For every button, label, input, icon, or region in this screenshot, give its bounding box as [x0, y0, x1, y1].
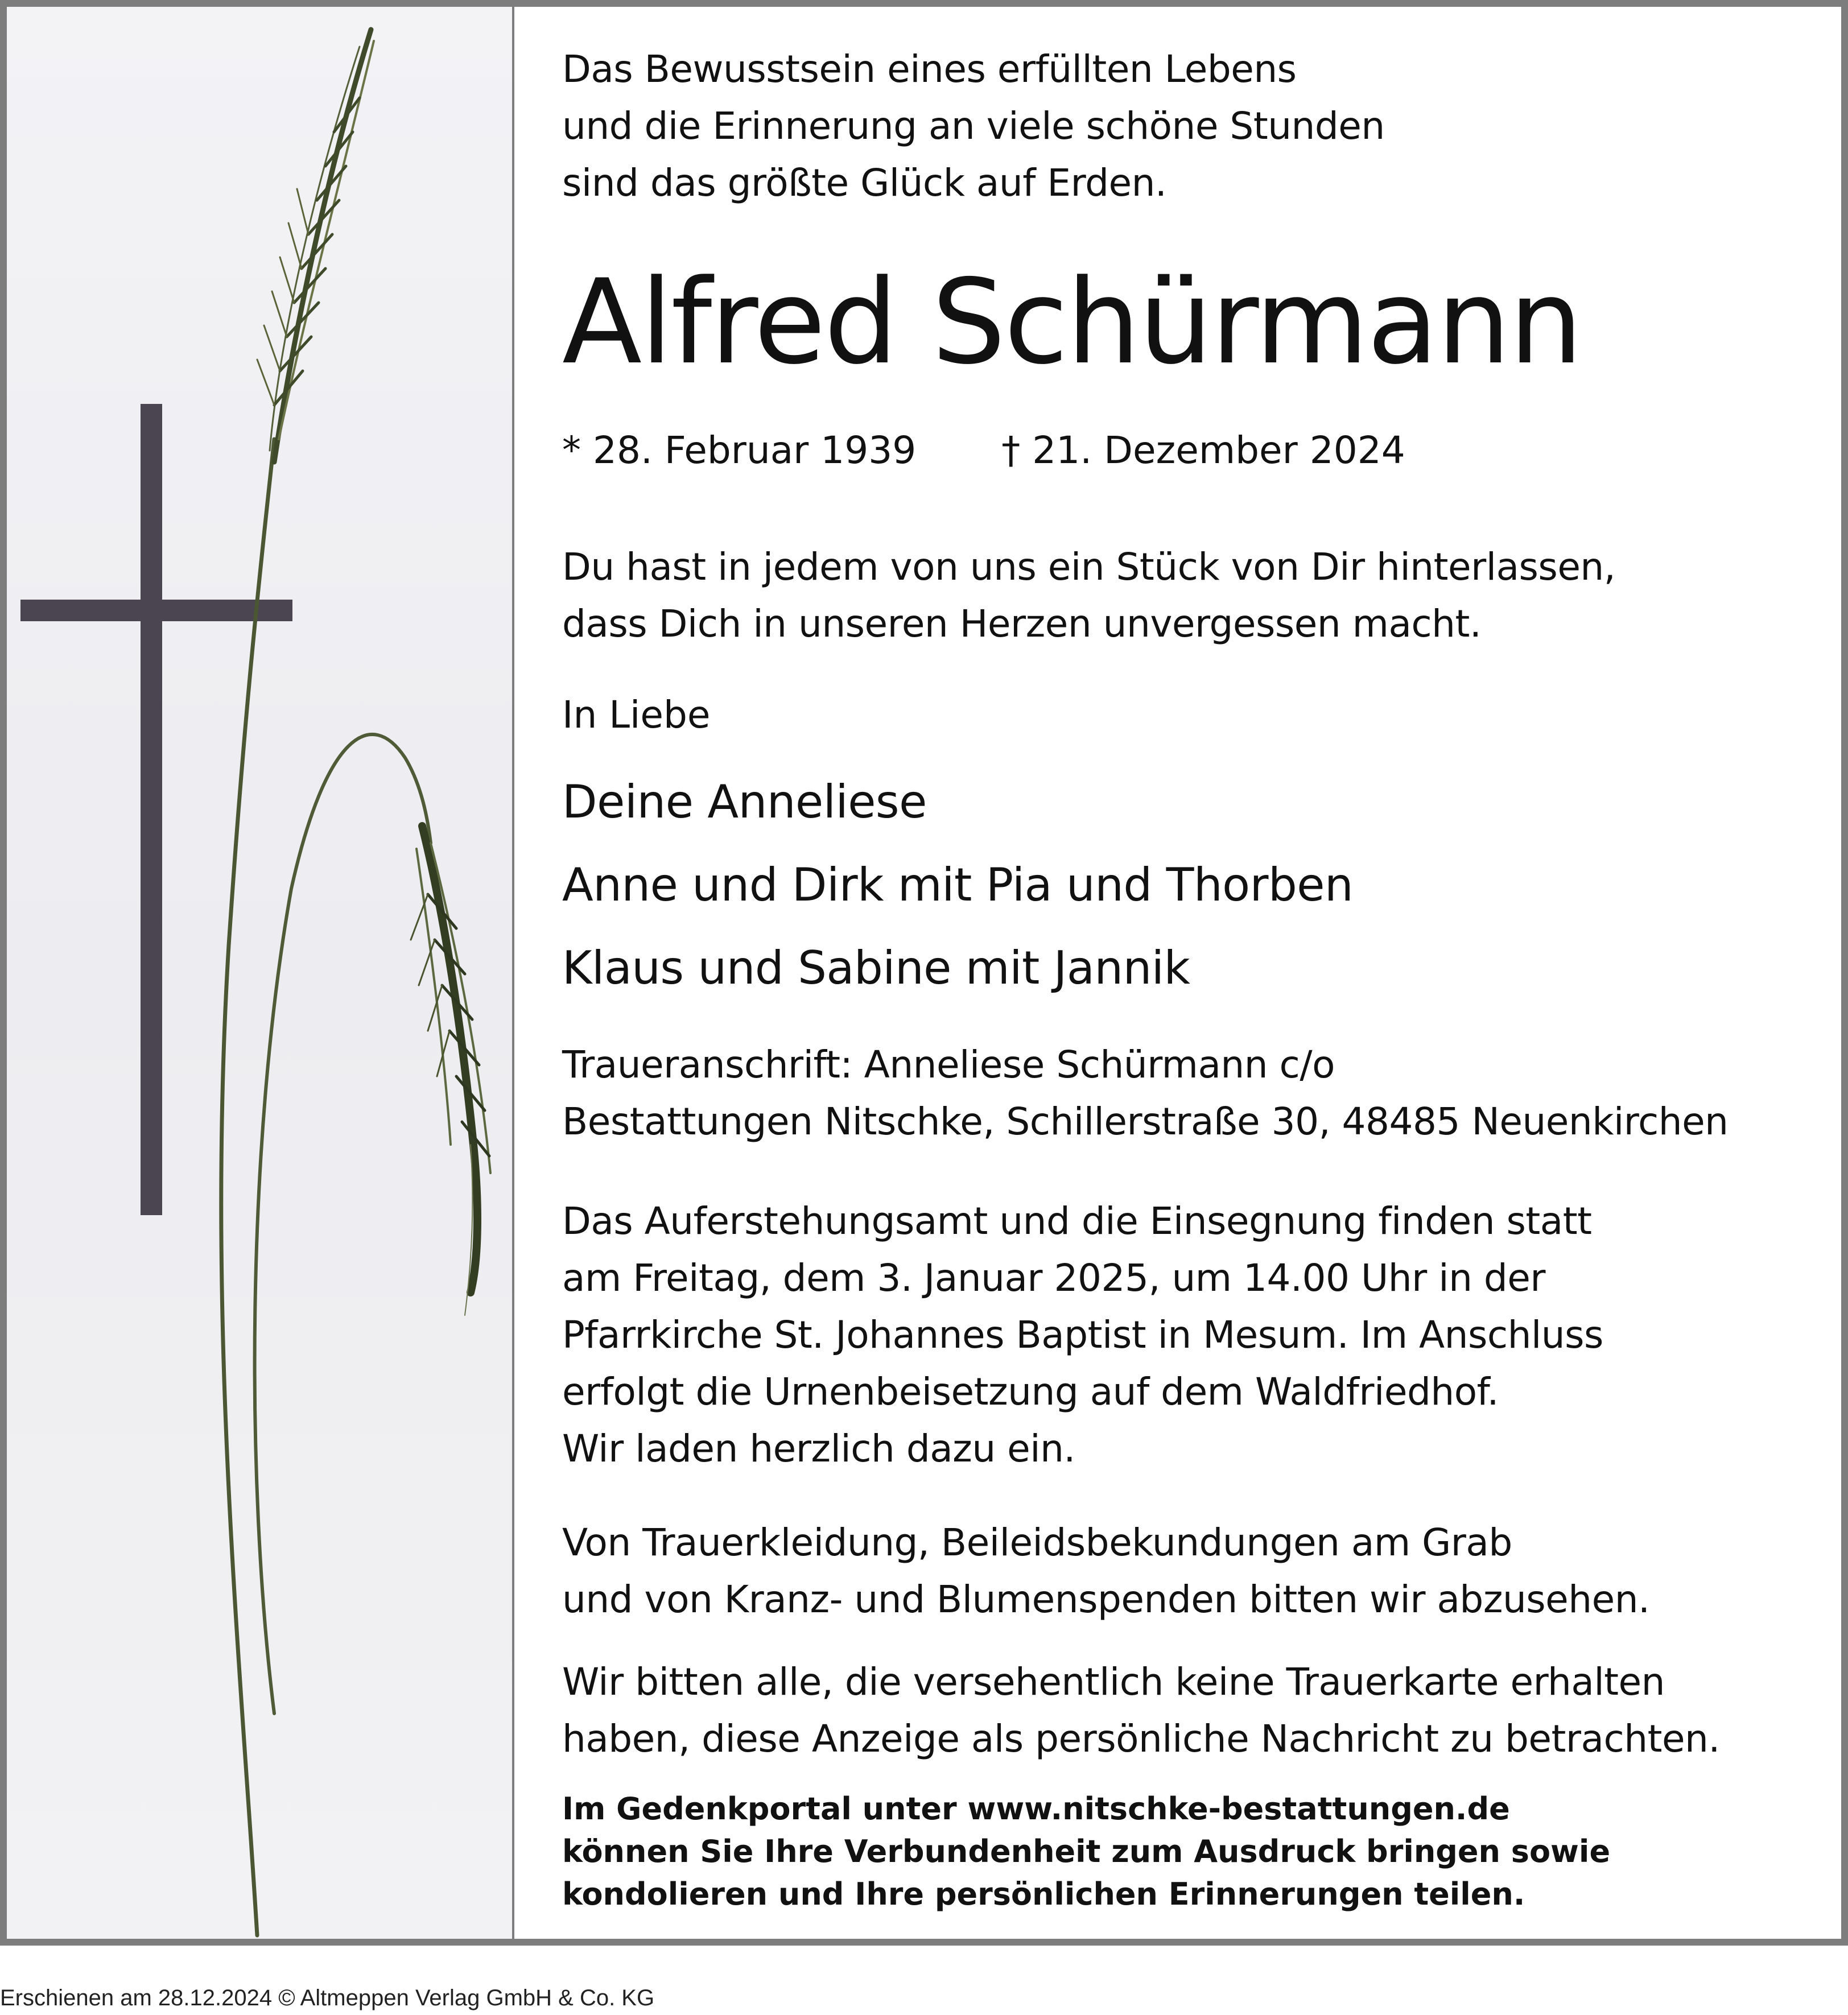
service-line: Pfarrkirche St. Johannes Baptist in Mesum. Im Anschluss	[562, 1313, 1603, 1357]
address-line: Traueranschrift: Anneliese Schürmann c/o	[562, 1043, 1335, 1087]
portal-line: kondolieren und Ihre persönlichen Erinnerungen teilen.	[562, 1876, 1525, 1912]
portal-line: Im Gedenkportal unter www.nitschke-bestattungen.de	[562, 1791, 1510, 1827]
card-line: haben, diese Anzeige als persönliche Nachricht zu betrachten.	[562, 1717, 1720, 1761]
mourner-line: Deine Anneliese	[562, 775, 927, 828]
no-flowers-request	[562, 1514, 1650, 1628]
mourning-address	[562, 1037, 1729, 1150]
quote-line: und die Erinnerung an viele schöne Stunden	[562, 104, 1385, 148]
address-line: Bestattungen Nitschke, Schillerstraße 30, 48485 Neuenkirchen	[562, 1100, 1729, 1143]
cross-icon	[20, 404, 292, 1215]
cross-and-wheat-illustration	[7, 7, 512, 1939]
request-line: Von Trauerkleidung, Beileidsbekundungen am Grab	[562, 1521, 1512, 1564]
request-line: und von Kranz- und Blumenspenden bitten wir abzusehen.	[562, 1578, 1650, 1621]
memorial-verse	[562, 539, 1615, 653]
life-dates	[562, 422, 1405, 479]
in-love-label: In Liebe	[562, 693, 711, 737]
mourner-line: Klaus und Sabine mit Jannik	[562, 942, 1190, 994]
death-date: † 21. Dezember 2024	[1001, 428, 1405, 472]
decorative-image	[7, 7, 512, 1939]
mourner-line: Anne und Dirk mit Pia und Thorben	[562, 858, 1354, 911]
publication-footer: Erschienen am 28.12.2024 © Altmeppen Verlag GmbH & Co. KG	[0, 1985, 655, 2010]
quote-line: Das Bewusstsein eines erfüllten Lebens	[562, 47, 1297, 91]
wheat-stalk-icon	[221, 30, 490, 1935]
service-details	[562, 1193, 1603, 1477]
card-line: Wir bitten alle, die versehentlich keine Trauerkarte erhalten	[562, 1660, 1665, 1704]
service-line: erfolgt die Urnenbeisetzung auf dem Waldfriedhof.	[562, 1370, 1499, 1414]
portal-line: können Sie Ihre Verbundenheit zum Ausdruck bringen sowie	[562, 1834, 1611, 1869]
service-line: Das Auferstehungsamt und die Einsegnung finden statt	[562, 1199, 1592, 1243]
opening-quote	[562, 41, 1385, 212]
birth-date: * 28. Februar 1939	[562, 428, 917, 472]
card-notice	[562, 1654, 1720, 1768]
memorial-portal-notice	[562, 1787, 1610, 1915]
mourners-list	[562, 761, 1353, 1010]
verse-line: dass Dich in unseren Herzen unvergessen macht.	[562, 602, 1482, 646]
verse-line: Du hast in jedem von uns ein Stück von Dir hinterlassen,	[562, 545, 1616, 589]
deceased-name: Alfred Schürmann	[562, 255, 1582, 390]
service-line: Wir laden herzlich dazu ein.	[562, 1427, 1075, 1471]
notice-text-panel	[514, 7, 1841, 1939]
quote-line: sind das größte Glück auf Erden.	[562, 161, 1167, 205]
service-line: am Freitag, dem 3. Januar 2025, um 14.00 Uhr in der	[562, 1256, 1546, 1300]
